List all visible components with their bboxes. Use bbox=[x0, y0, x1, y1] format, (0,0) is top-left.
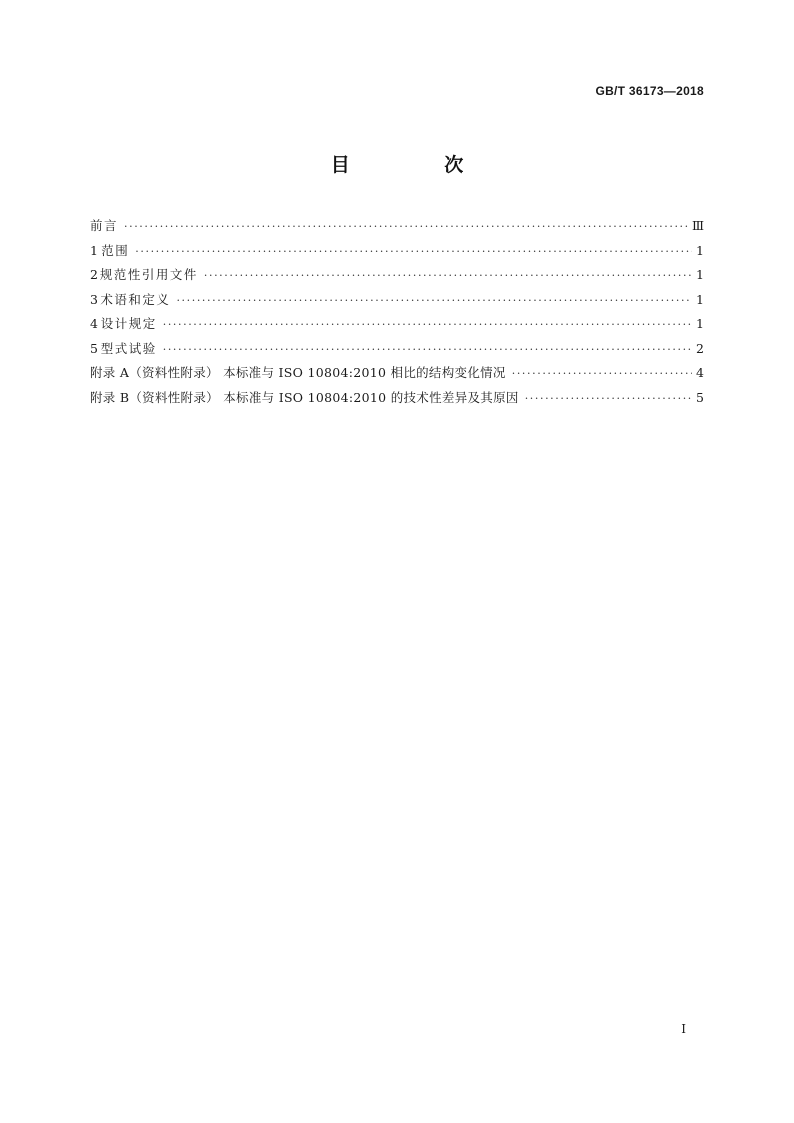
toc-entry-page: 1 bbox=[696, 316, 704, 331]
toc-entry-page: 2 bbox=[696, 340, 704, 356]
toc-entry-number: 3 bbox=[90, 291, 98, 307]
toc-leader-dots bbox=[124, 217, 688, 237]
table-of-contents bbox=[90, 216, 704, 412]
toc-entry-label: 术语和定义 bbox=[100, 291, 171, 307]
toc-entry-number: 5 bbox=[90, 340, 98, 356]
toc-entry-page: 1 bbox=[696, 267, 704, 282]
toc-entry-scope[interactable] bbox=[90, 241, 704, 266]
toc-leader-dots bbox=[176, 291, 692, 311]
toc-entry-foreword[interactable] bbox=[90, 216, 704, 241]
toc-entry-number: 1 bbox=[90, 242, 98, 258]
toc-entry-page: 1 bbox=[696, 242, 704, 258]
toc-entry-label: 规范性引用文件 bbox=[99, 267, 198, 282]
toc-leader-dots bbox=[204, 266, 692, 286]
toc-entry-number: 4 bbox=[90, 316, 98, 331]
toc-entry-label: 型式试验 bbox=[100, 340, 157, 356]
toc-entry-design-rules[interactable] bbox=[90, 314, 704, 339]
toc-title: 目 次 bbox=[330, 154, 508, 176]
toc-entry-label: 前言 bbox=[90, 218, 119, 233]
toc-entry-terms-definitions[interactable] bbox=[90, 290, 704, 315]
toc-entry-annex-a[interactable] bbox=[90, 363, 704, 388]
toc-entry-label: 附录 A（资料性附录） 本标准与 ISO 10804:2010 相比的结构变化情况 bbox=[90, 365, 506, 380]
toc-leader-dots bbox=[163, 340, 692, 360]
toc-entry-page: 5 bbox=[696, 389, 704, 405]
toc-leader-dots bbox=[525, 389, 692, 409]
toc-entry-type-test[interactable] bbox=[90, 339, 704, 364]
toc-leader-dots bbox=[135, 242, 692, 262]
toc-entry-number: 2 bbox=[90, 267, 98, 282]
toc-leader-dots bbox=[512, 364, 692, 384]
page-number: I bbox=[681, 1022, 686, 1036]
toc-entry-page: 1 bbox=[696, 291, 704, 307]
toc-entry-label: 附录 B（资料性附录） 本标准与 ISO 10804:2010 的技术性差异及其原因 bbox=[90, 389, 519, 405]
toc-entry-page: 4 bbox=[696, 365, 704, 380]
toc-entry-label: 设计规定 bbox=[100, 316, 157, 331]
toc-entry-normative-references[interactable] bbox=[90, 265, 704, 290]
toc-leader-dots bbox=[163, 315, 692, 335]
toc-entry-page: Ⅲ bbox=[691, 218, 704, 233]
toc-entry-annex-b[interactable] bbox=[90, 388, 704, 413]
toc-entry-label: 范围 bbox=[101, 242, 130, 258]
standard-code: GB/T 36173—2018 bbox=[595, 84, 704, 98]
